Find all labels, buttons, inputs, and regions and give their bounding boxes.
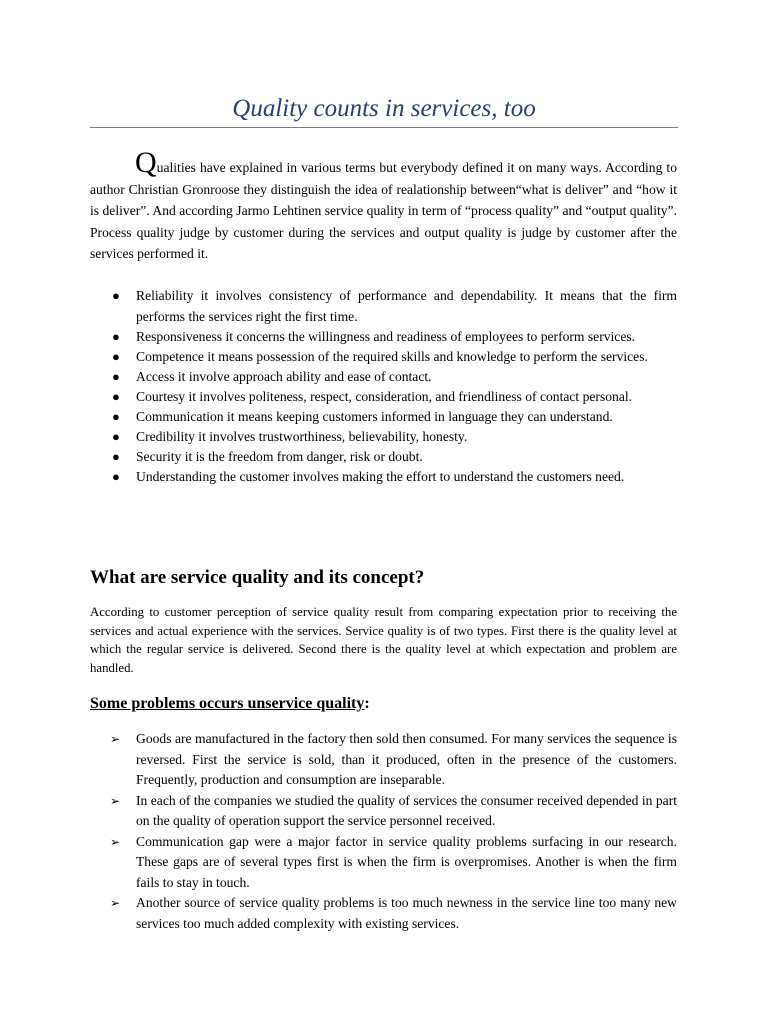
list-item-text: Access it involve approach ability and ease of contact. (136, 369, 432, 384)
problems-heading (90, 693, 370, 715)
problems-heading-colon: : (364, 695, 370, 712)
page-title: Quality counts in services, too (232, 95, 536, 122)
section-heading: What are service quality and its concept? (90, 567, 425, 588)
bullet-icon: ● (112, 409, 120, 424)
list-item (90, 406, 677, 427)
bullet-icon: ● (112, 389, 120, 404)
list-item (90, 729, 677, 791)
list-item-text: Competence it means possession of the required skills and knowledge to perform the services. (136, 349, 648, 364)
bullet-icon: ● (112, 349, 120, 364)
list-item (90, 466, 677, 487)
list-item-text: Responsiveness it concerns the willingness and readiness of employees to perform services. (136, 329, 636, 344)
arrow-bullet-icon: ➢ (110, 793, 121, 808)
list-item (90, 326, 677, 347)
list-item (90, 285, 677, 327)
problems-heading-text: Some problems occurs unservice quality (90, 695, 365, 712)
arrow-bullet-icon: ➢ (110, 896, 121, 910)
quality-dimensions-list (90, 285, 677, 486)
list-item-text: Another source of service quality problems is too much newness in the service line too many new services too much added complexity with existing services. (136, 895, 677, 931)
list-item-text: Credibility it involves trustworthiness, believability, honesty. (136, 429, 468, 444)
bullet-icon: ● (112, 329, 120, 344)
list-item (90, 832, 677, 894)
list-item-text: Goods are manufactured in the factory then sold then consumed. For many services the sequence is reversed. First the service is sold, than it produced, often in the presence of the customers. Frequently, production and consumption are inseparable. (136, 731, 677, 787)
intro-paragraph (90, 146, 677, 265)
list-item-text: Courtesy it involves politeness, respect, consideration, and friendliness of contact personal. (136, 389, 633, 404)
list-item (90, 893, 677, 934)
list-item (90, 346, 677, 367)
intro-dropcap: Q (135, 146, 157, 179)
title-underline-rule (90, 127, 678, 128)
intro-text: ualities have explained in various terms but everybody defined it on many ways. According to author Christian Gronroose they distinguish the idea of realationship between“what is deliver” and “how it is deliver”. And according Jarmo Lehtinen service quality in term of “process quality” and “output quality”. Process quality judge by customer during the services and output quality is judge by customer after the services performed it. (90, 160, 677, 261)
list-item-text: Understanding the customer involves making the effort to understand the customers need. (136, 469, 625, 484)
problems-list (90, 729, 677, 934)
list-item (90, 446, 677, 467)
list-item-text: Security it is the freedom from danger, risk or doubt. (136, 449, 423, 464)
bullet-icon: ● (112, 469, 120, 484)
list-item-text: In each of the companies we studied the quality of services the consumer received depended in part on the quality of operation support the service personnel received. (136, 792, 677, 828)
bullet-icon: ● (112, 429, 120, 444)
list-item (90, 386, 677, 407)
bullet-icon: ● (112, 369, 120, 384)
arrow-bullet-icon: ➢ (110, 732, 121, 746)
list-item (90, 426, 677, 447)
bullet-icon: ● (112, 449, 120, 464)
bullet-icon: ● (112, 288, 120, 303)
list-item-text: Communication it means keeping customers informed in language they can understand. (136, 409, 613, 424)
arrow-bullet-icon: ➢ (110, 834, 121, 849)
list-item (90, 791, 677, 832)
list-item (90, 366, 677, 387)
list-item-text: Reliability it involves consistency of performance and dependability. It means that the firm performs the services right the first time. (136, 288, 677, 324)
section-paragraph: According to customer perception of service quality result from comparing expectation prior to receiving the services and actual experience with the services. Service quality is of two types. First there is the quality level at which the regular service is delivered. Second there is the quality level at which expectation and problem are handled. (90, 605, 677, 675)
list-item-text: Communication gap were a major factor in service quality problems surfacing in our research. These gaps are of several types first is when the firm is overpromises. Another is when the firm fails to stay in touch. (136, 833, 677, 890)
